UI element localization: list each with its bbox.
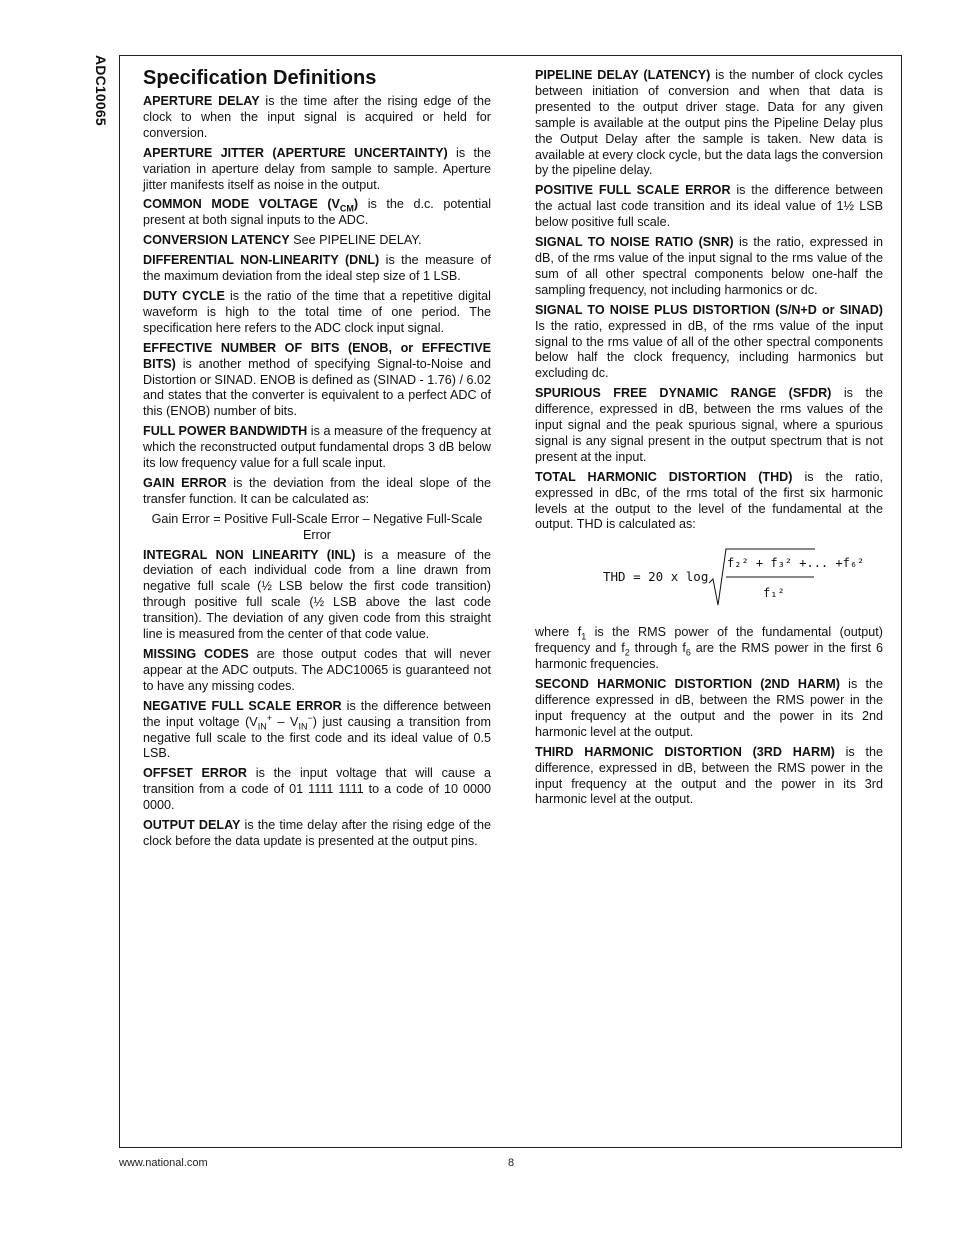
definition-text: is the time after the rising edge of the clock to when the input signal is acquired or held for conversion. <box>143 94 492 140</box>
definition-text: is the input voltage that will cause a transition from a code of 01 1111 1111 to a code of 10 0000 0000. <box>143 766 492 813</box>
definition-term: APERTURE JITTER (APERTURE UNCERTAINTY) <box>143 145 448 160</box>
definition-term: THIRD HARMONIC DISTORTION (3RD HARM) <box>535 744 835 759</box>
definition-text: is the ratio, expressed in dBc, of the rms total of the first six harmonic levels at the output to the level of the fundamental at the output. THD is calculated as: <box>535 469 883 532</box>
superscript: − <box>307 712 313 723</box>
definition <box>535 183 883 231</box>
definition-text: is the RMS power of the fundamental (output) frequency and f <box>535 625 883 656</box>
definition-term: MISSING CODES <box>143 647 249 661</box>
definition-term: DIFFERENTIAL NON-LINEARITY (DNL) <box>143 253 380 268</box>
left-definitions-3 <box>143 766 491 850</box>
definition <box>143 253 491 285</box>
definition-term: GAIN ERROR <box>143 475 227 490</box>
definition-term: OUTPUT DELAY <box>143 818 241 833</box>
definition <box>143 647 491 695</box>
definition-term: DUTY CYCLE <box>143 288 225 303</box>
right-column <box>535 68 883 812</box>
definition-text: is the time delay after the rising edge of the clock before the data update is presented at the output pins. <box>143 818 491 848</box>
definition <box>535 677 883 741</box>
definition <box>535 303 883 383</box>
definition-text: through f <box>629 641 686 656</box>
definition-text: is the deviation from the ideal slope of the transfer function. It can be calculated as: <box>143 475 491 506</box>
definition <box>143 146 491 194</box>
definition-text: are those output codes that will never appear at the ADC outputs. The ADC10065 is guaranteed not to have any missing codes. <box>143 647 491 693</box>
definition-term: TOTAL HARMONIC DISTORTION (THD) <box>535 469 793 484</box>
definition-text: is a measure of the deviation of each individual code from a line drawn from negative full scale (½ LSB below the first code transition) through positive full scale (½ LSB above the last code transition). The deviation of any given code from this straight line is measured from the center of that code value. <box>143 547 491 642</box>
definition-term: EFFECTIVE NUMBER OF BITS (ENOB, or EFFECTIVE BITS) <box>143 340 491 371</box>
footer-page-number: 8 <box>508 1157 515 1169</box>
definition <box>143 233 491 249</box>
definition-text: is a measure of the frequency at which the reconstructed output fundamental drops 3 dB below its low frequency value for a full scale input. <box>143 424 491 471</box>
definition <box>143 197 491 229</box>
definition-term: SIGNAL TO NOISE PLUS DISTORTION (S/N+D or SINAD) <box>535 302 883 317</box>
definition <box>143 289 491 337</box>
definition-text: – V <box>271 714 299 729</box>
definition-text: is the number of clock cycles between initiation of conversion and when that data is presented to the output driver stage. Data for any given sample is available at the output pins the Pipeline Delay plus the Output Delay after the sample is taken. New data is available at every clock cycle, but the data lags the conversion by the pipeline delay. <box>535 68 884 178</box>
definition-term: INTEGRAL NON LINEARITY (INL) <box>143 547 356 562</box>
definition <box>535 68 883 179</box>
thd-formula <box>535 543 883 621</box>
page-title: Specification Definitions <box>143 67 377 89</box>
definition-term: CONVERSION LATENCY <box>143 233 290 248</box>
definition-term: PIPELINE DELAY (LATENCY) <box>535 68 711 82</box>
definition-text: ) just causing a transition from negative full scale to the first code and its ideal value of 0.5 LSB. <box>143 714 491 761</box>
definition <box>143 818 491 850</box>
definition <box>143 94 491 142</box>
where-clause <box>535 625 883 673</box>
thd-numerator: f₂² + f₃² +... +f₆² <box>727 556 865 571</box>
definition-text: are the RMS power in the first 6 harmonic frequencies. <box>535 641 883 672</box>
definition <box>535 745 883 809</box>
definition-term: COMMON MODE VOLTAGE (V <box>143 197 340 212</box>
footer-website[interactable]: www.national.com <box>119 1157 208 1169</box>
left-definitions-1 <box>143 94 491 508</box>
definition <box>535 470 883 534</box>
definition-text: is the difference between the actual last code transition and its ideal value of 1½ LSB below positive full scale. <box>535 183 883 230</box>
definition <box>535 235 883 299</box>
definition-text: See PIPELINE DELAY. <box>289 233 422 248</box>
definition <box>143 766 491 814</box>
definition-text: is the ratio of the time that a repetitive digital waveform is high to the total time of one period. The specification here refers to the ADC clock input signal. <box>143 288 491 335</box>
definition-term: SIGNAL TO NOISE RATIO (SNR) <box>535 235 734 250</box>
subscript: IN <box>257 721 267 732</box>
definition <box>143 476 491 508</box>
definition-text: is the d.c. potential present at both signal inputs to the ADC. <box>143 197 492 228</box>
definition-text: where f <box>535 625 582 640</box>
left-column <box>143 66 491 854</box>
definition-text: is another method of specifying Signal-to-Noise and Distortion or SINAD. ENOB is defined as (SINAD - 1.76) / 6.02 and states that the converter is equivalent to a perfect ADC of this (ENOB) number of bits. <box>143 356 491 419</box>
definition <box>143 341 491 421</box>
definition-text: Is the ratio, expressed in dB, of the rms value of the input signal to the rms value of all of the other spectral components below half the clock frequency, including harmonics but excluding dc. <box>535 318 883 381</box>
side-part-number <box>87 55 111 135</box>
definition-term: ) <box>353 197 359 212</box>
subscript: 1 <box>581 631 587 642</box>
left-definitions-2 <box>143 548 491 695</box>
definition-term: FULL POWER BANDWIDTH <box>143 424 308 439</box>
part-number-label: ADC10065 <box>93 55 109 126</box>
definition-term: NEGATIVE FULL SCALE ERROR <box>143 698 342 713</box>
definition-text: is the difference between the input voltage (V <box>143 698 492 729</box>
definition-term: OFFSET ERROR <box>143 766 247 781</box>
definition <box>143 424 491 472</box>
definition-text: is the difference, expressed in dB, between the RMS power in the input frequency at the output and the power in its 3rd harmonic level at the output. <box>535 744 883 807</box>
subscript: CM <box>339 203 354 214</box>
right-definitions-1 <box>535 68 883 533</box>
definition-negative-full-scale-error <box>143 699 491 763</box>
thd-lhs: THD = 20 x log <box>603 569 709 585</box>
definition-text: is the difference expressed in dB, between the RMS power in the input frequency at the output and the power in its 2nd harmonic level at the output. <box>535 677 883 739</box>
definition-text: is the measure of the maximum deviation from the ideal step size of 1 LSB. <box>143 253 491 284</box>
gain-error-formula: Gain Error = Positive Full-Scale Error – Negative Full-Scale Error <box>151 511 483 542</box>
right-definitions-2 <box>535 677 883 808</box>
definition-term: SPURIOUS FREE DYNAMIC RANGE (SFDR) <box>535 386 832 401</box>
definition-text: is the difference, expressed in dB, between the rms values of the input signal and the peak spurious signal, where a spurious signal is any signal present in the output spectrum that is not present at the input. <box>535 386 883 464</box>
definition-text: is the ratio, expressed in dB, of the rms value of the input signal to the rms value of the sum of all other spectral components below one-half the sampling frequency, not including harmonics or dc. <box>535 235 883 297</box>
definition-term: POSITIVE FULL SCALE ERROR <box>535 183 731 198</box>
thd-denominator: f₁² <box>763 586 785 601</box>
superscript: + <box>266 712 272 723</box>
definition <box>535 386 883 466</box>
definition-text: is the variation in aperture delay from sample to sample. Aperture jitter manifests itself as noise in the output. <box>143 145 491 192</box>
subscript: IN <box>298 721 308 732</box>
definition-term: SECOND HARMONIC DISTORTION (2ND HARM) <box>535 677 840 692</box>
definition-term: APERTURE DELAY <box>143 94 260 108</box>
subscript: 6 <box>685 647 691 658</box>
subscript: 2 <box>624 647 630 658</box>
definition <box>143 548 491 643</box>
thd-equation <box>595 543 865 615</box>
